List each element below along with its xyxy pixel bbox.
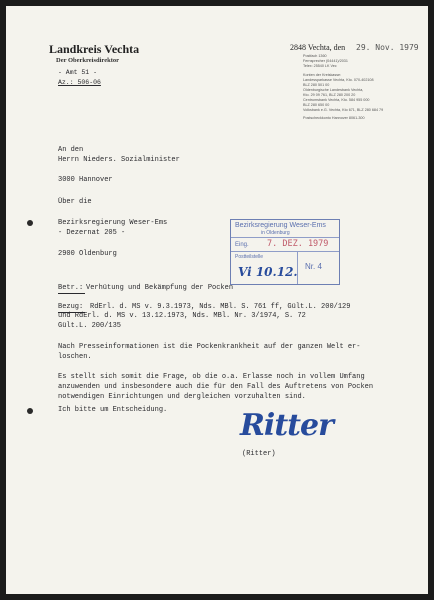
bank-line: Konten der Kreiskasse: [303, 73, 342, 77]
reference-line: und RdErl. d. MS v. 13.12.1973, Nds. MBl. Nr. 3/1974, S. 72 [58, 312, 306, 320]
subject-label: Betr.: [58, 284, 84, 292]
file-ref: - Amt 51 - [58, 69, 98, 76]
bank-line: BLZ 280 650 00 [303, 103, 330, 107]
signature-typed: (Ritter) [242, 450, 276, 458]
subject-underline [58, 293, 85, 294]
file-number: Az.: 506-06 [58, 79, 101, 86]
subject-text: Verhütung und Bekämpfung der Pocken [86, 284, 234, 292]
signature-handwritten: Ritter [240, 408, 333, 443]
bank-line: Kto. 29 09 761, BLZ 280 200 20 [303, 93, 356, 97]
bank-line: Centrumsbank Vechta, Kto. 584 955 000 [303, 98, 370, 102]
place: 2848 Vechta, den [290, 43, 346, 52]
stamp-date: 7. DEZ. 1979 [267, 239, 329, 249]
recipient-city: 3000 Hannover [58, 176, 113, 184]
body-line: notwendigen Einrichtungen und dergleichen vorzuhalten sind. [58, 393, 306, 401]
body-line: Nach Presseinformationen ist die Pockenkrankheit auf der ganzen Welt er- [58, 343, 361, 351]
stamp-city: in Oldenburg [261, 230, 290, 236]
bank-line: Oldenburgische Landesbank Vechta, [303, 88, 364, 92]
bank-line: Volksbank e.G. Vechta, Kto 671, BLZ 280 684 79 [303, 108, 384, 112]
reference-line: Gült.L. 200/135 [58, 322, 122, 330]
bank-line: BLZ 280 501 00 [303, 83, 330, 87]
stamp-label: Eing. [235, 242, 249, 248]
closing-line: Ich bitte um Entscheidung. [58, 406, 168, 414]
stamp-org: Bezirksregierung Weser-Ems [235, 222, 326, 229]
bank-line: Postfach 1360 [303, 54, 327, 58]
department: Der Oberkreisdirektor [56, 57, 120, 64]
body-line: Es stellt sich somit die Frage, ob die o.a. Erlasse noch in vollem Umfang [58, 373, 365, 381]
stamp-number: Nr. 4 [305, 262, 322, 271]
bank-line: Fernsprecher (04441)/2031 [303, 59, 348, 63]
bank-line: Landessparkasse Vechta, Kto. 070-402108 [303, 78, 374, 82]
stamp-divider [231, 251, 339, 252]
letter-page [6, 6, 428, 594]
handwritten-note: Vi 10.12. [238, 265, 298, 279]
recipient-name: Herrn Nieders. Sozialminister [58, 156, 180, 164]
reference-line: RdErl. d. MS v. 9.3.1973, Nds. MBl. S. 761 ff, Gült.L. 200/129 [90, 303, 351, 311]
punch-hole [27, 408, 33, 414]
date: 29. Nov. 1979 [356, 43, 419, 52]
via-label: Über die [58, 198, 92, 206]
body-line: loschen. [58, 353, 92, 361]
bank-line: Postscheckkonto Hannover 8061-300 [303, 116, 365, 120]
org-name: Landkreis Vechta [49, 42, 140, 56]
via-department: - Dezernat 205 - [58, 229, 126, 237]
via-city: 2900 Oldenburg [58, 250, 117, 258]
stamp-posted: Postteilstelle [235, 254, 264, 260]
body-line: anzuwenden und insbesondere auch die für den Fall des Auftretens von Pocken [58, 383, 374, 391]
stamp-divider [231, 237, 339, 238]
punch-hole [27, 220, 33, 226]
reference-label: Bezug: [58, 303, 84, 311]
bank-line: Telex: 25540 LK Vec [303, 64, 337, 68]
via-name: Bezirksregierung Weser-Ems [58, 219, 168, 227]
recipient-to: An den [58, 146, 84, 154]
